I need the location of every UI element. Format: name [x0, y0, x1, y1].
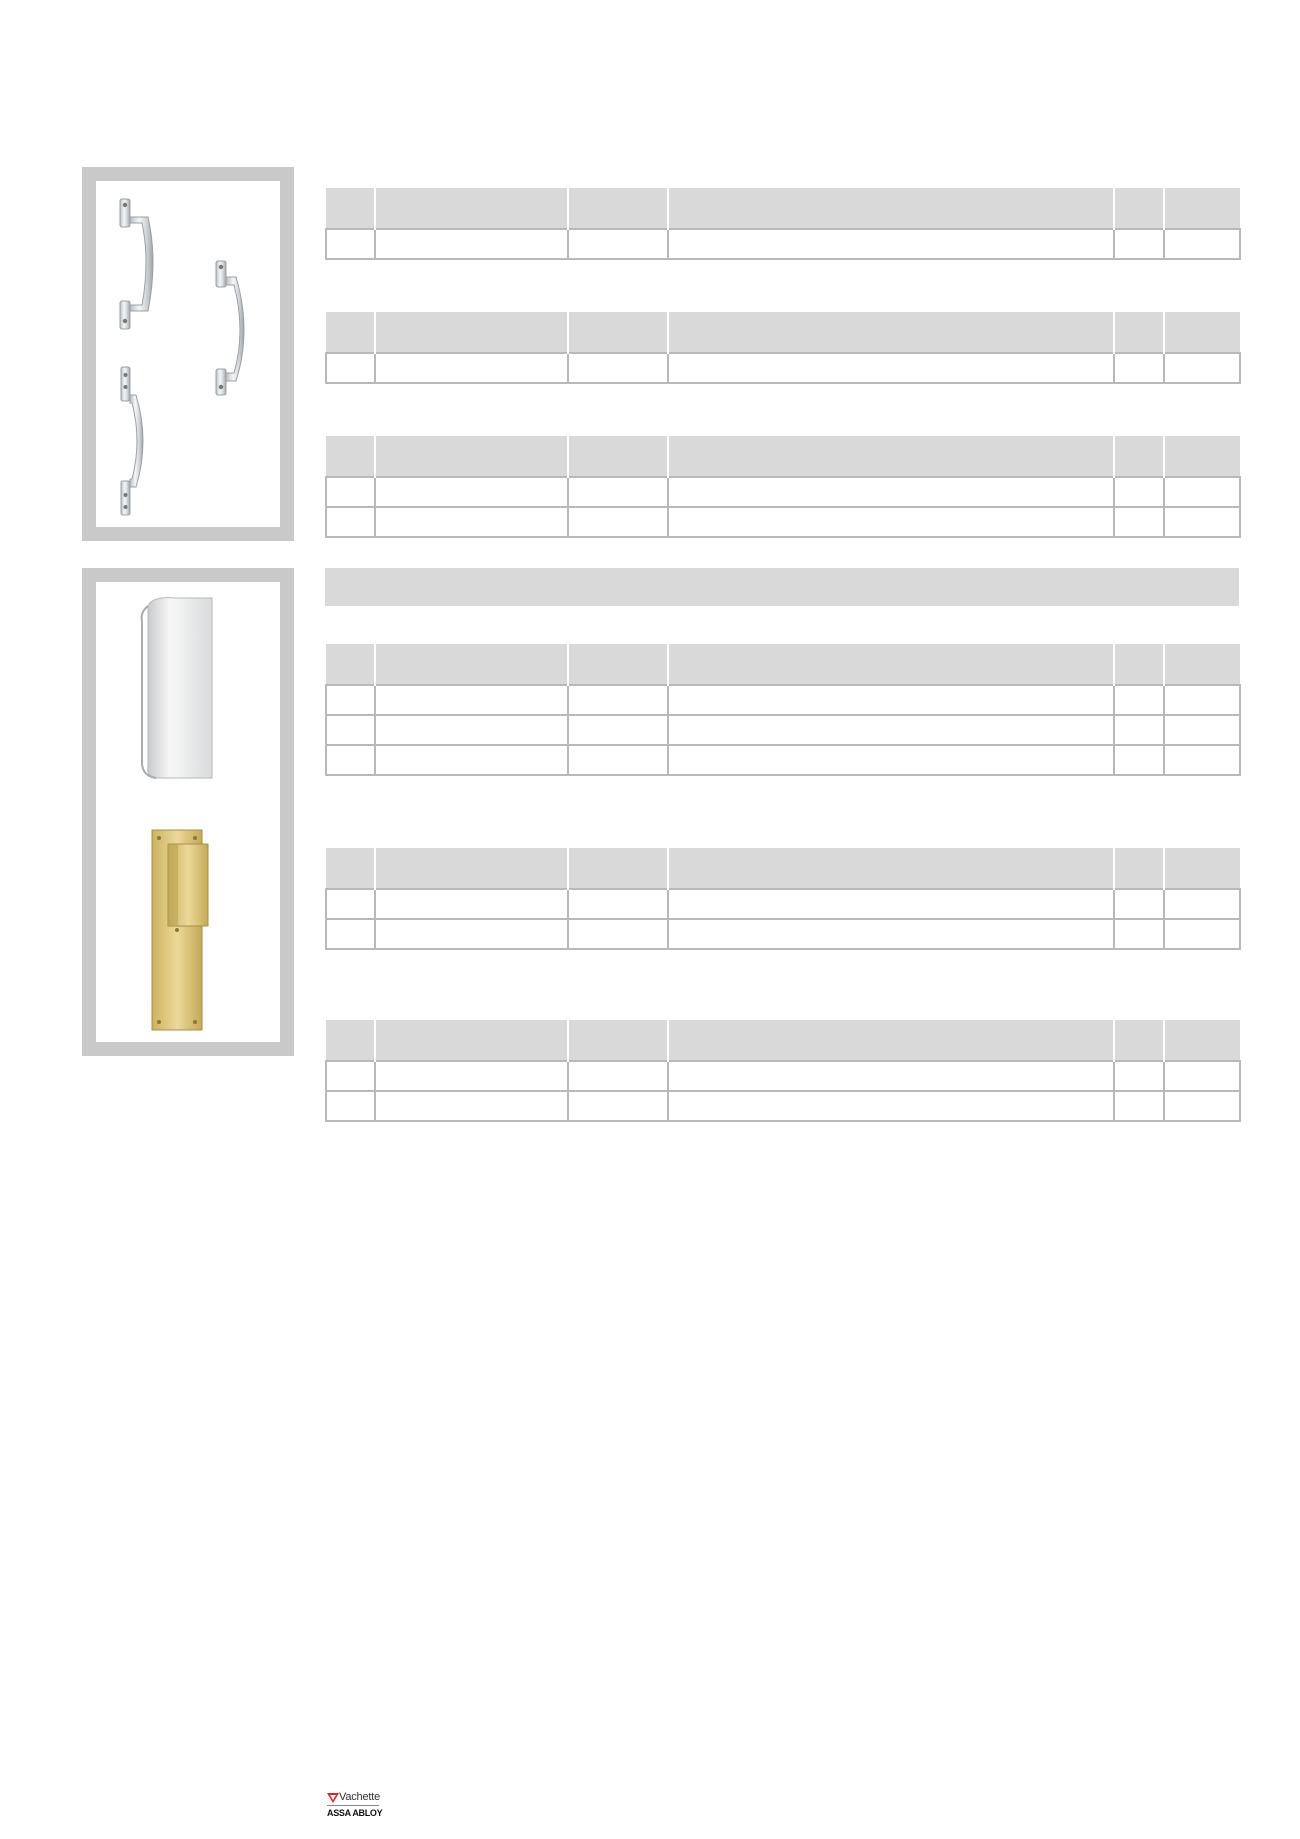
product-image-frame-plates: [82, 568, 294, 1056]
pull-plate: [152, 830, 208, 1030]
handle-3: [121, 367, 143, 515]
table-row: [326, 685, 1240, 715]
table-row: [326, 715, 1240, 745]
brand-name: Vachette: [339, 1791, 381, 1803]
table-row: [326, 353, 1240, 383]
table-header: [326, 312, 1240, 353]
table-header: [326, 436, 1240, 477]
spec-table-3: [325, 436, 1241, 538]
edge-guard: [142, 598, 212, 778]
section-banner: [325, 568, 1239, 606]
product-image-frame-handles: [82, 167, 294, 541]
spec-table-4: [325, 644, 1241, 776]
handle-1: [120, 199, 153, 329]
handle-2: [216, 261, 244, 395]
table-row: [326, 229, 1240, 259]
logo-divider: [327, 1805, 379, 1806]
table-header: [326, 188, 1240, 229]
table-row: [326, 477, 1240, 507]
table-row: [326, 919, 1240, 949]
table-row: [326, 1091, 1240, 1121]
group-name: ASSA ABLOY: [327, 1808, 383, 1818]
spec-table-5: [325, 848, 1241, 950]
table-row: [326, 745, 1240, 775]
table-row: [326, 1061, 1240, 1091]
table-header: [326, 1020, 1240, 1061]
edge-guard-and-pull-plate-image: [96, 582, 280, 1042]
brand-logo: [325, 1790, 395, 1824]
table-row: [326, 507, 1240, 537]
spec-table-1: [325, 188, 1241, 260]
vachette-mark-icon: [326, 1791, 340, 1805]
spec-table-6: [325, 1020, 1241, 1122]
table-header: [326, 848, 1240, 889]
spec-table-2: [325, 312, 1241, 384]
pull-handles-image: [96, 181, 280, 527]
table-header: [326, 644, 1240, 685]
table-row: [326, 889, 1240, 919]
